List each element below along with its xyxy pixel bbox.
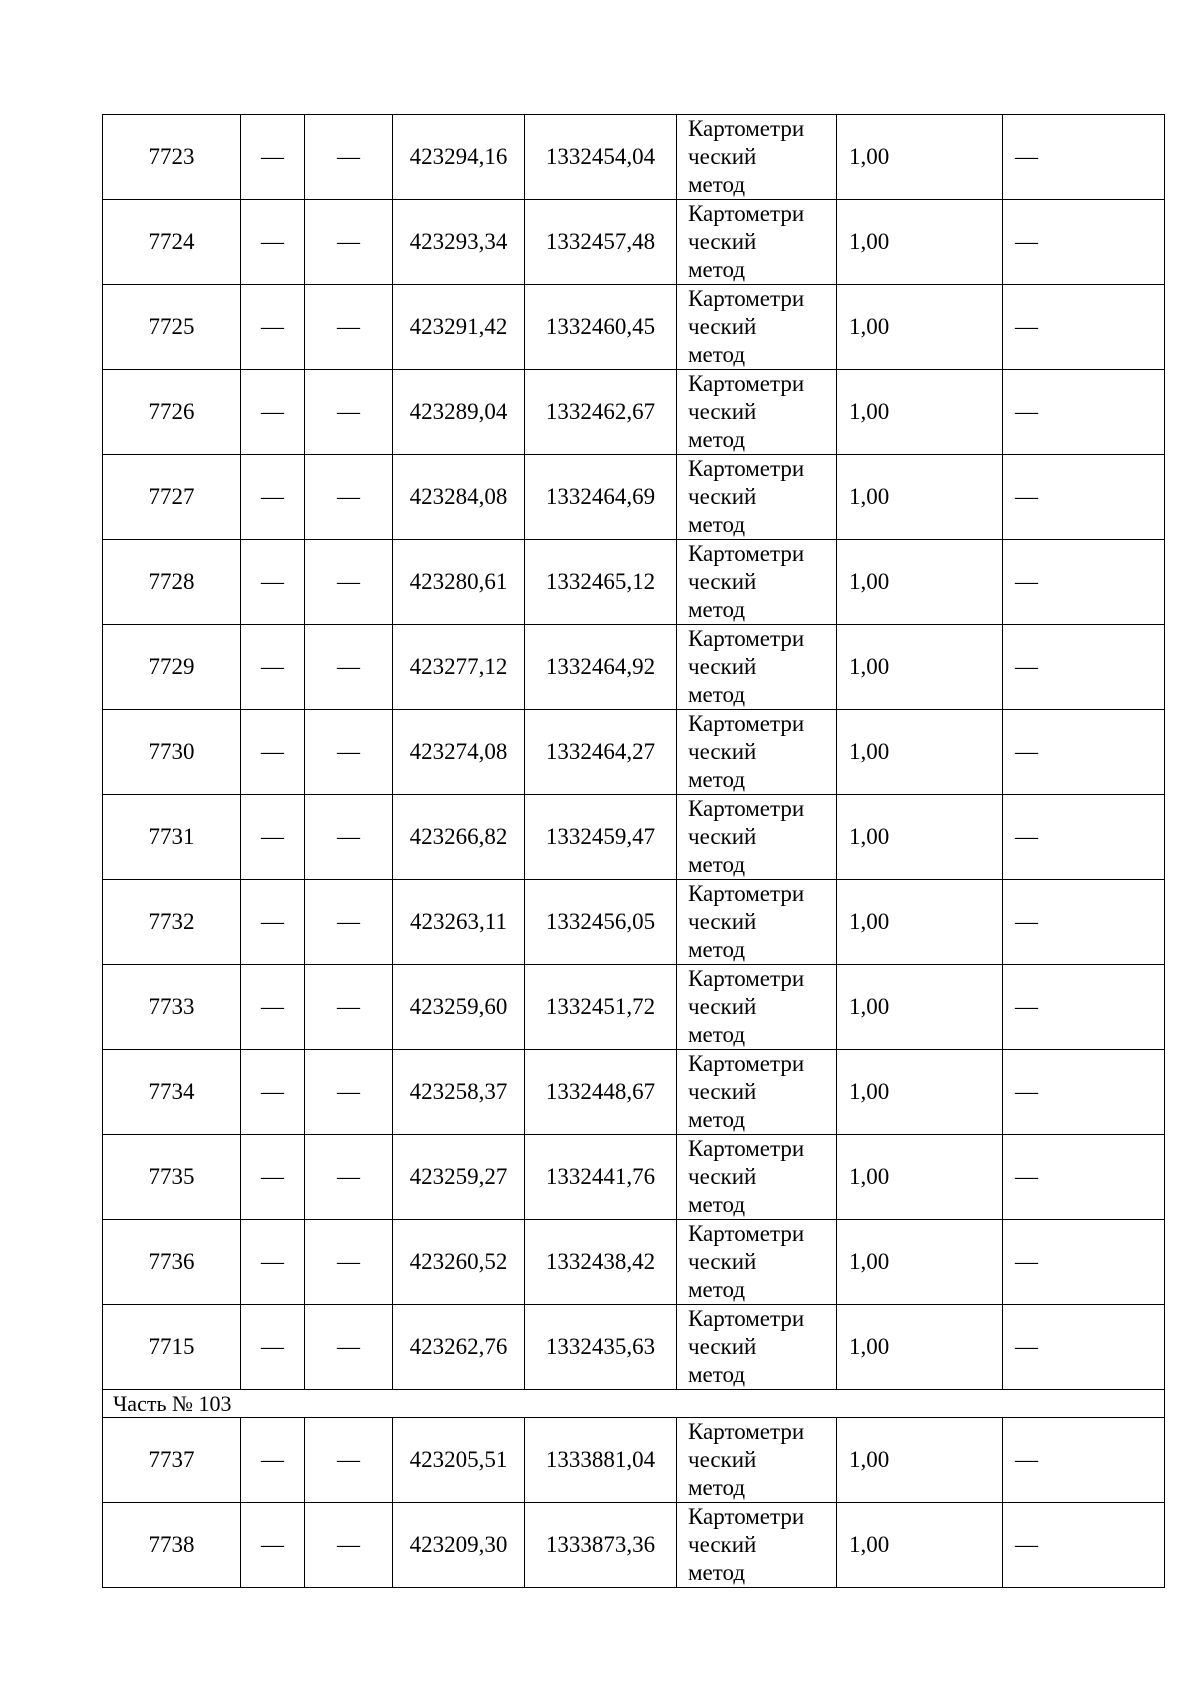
dash-cell: — [305, 200, 393, 285]
accuracy-cell: 1,00 [837, 965, 1003, 1050]
point-number-cell: 7738 [103, 1503, 241, 1588]
note-cell: — [1003, 1503, 1165, 1588]
note-cell: — [1003, 1050, 1165, 1135]
dash-cell: — [305, 1050, 393, 1135]
dash-cell: — [305, 625, 393, 710]
accuracy-cell: 1,00 [837, 115, 1003, 200]
section-title: Часть № 103 [103, 1390, 1165, 1418]
point-number-cell: 7730 [103, 710, 241, 795]
accuracy-cell: 1,00 [837, 880, 1003, 965]
table-row [103, 880, 1165, 965]
note-cell: — [1003, 540, 1165, 625]
point-number-cell: 7733 [103, 965, 241, 1050]
y-coordinate-cell: 1332457,48 [525, 200, 677, 285]
method-cell [677, 115, 837, 200]
method-text: Картометри ческий метод [688, 541, 805, 622]
table-row [103, 1220, 1165, 1305]
dash-cell: — [305, 795, 393, 880]
x-coordinate-cell: 423258,37 [393, 1050, 525, 1135]
x-coordinate-cell: 423291,42 [393, 285, 525, 370]
point-number-cell: 7723 [103, 115, 241, 200]
x-coordinate-cell: 423284,08 [393, 455, 525, 540]
note-cell: — [1003, 285, 1165, 370]
method-text: Картометри ческий метод [688, 1419, 805, 1500]
dash-cell: — [241, 455, 305, 540]
accuracy-cell: 1,00 [837, 1418, 1003, 1503]
note-cell: — [1003, 1220, 1165, 1305]
note-cell: — [1003, 1305, 1165, 1390]
dash-cell: — [305, 1503, 393, 1588]
point-number-cell: 7731 [103, 795, 241, 880]
method-cell [677, 880, 837, 965]
point-number-cell: 7735 [103, 1135, 241, 1220]
dash-cell: — [241, 115, 305, 200]
dash-cell: — [241, 710, 305, 795]
y-coordinate-cell: 1332462,67 [525, 370, 677, 455]
method-cell [677, 540, 837, 625]
method-text: Картометри ческий метод [688, 1136, 805, 1217]
accuracy-cell: 1,00 [837, 285, 1003, 370]
table-row [103, 115, 1165, 200]
accuracy-cell: 1,00 [837, 370, 1003, 455]
y-coordinate-cell: 1332441,76 [525, 1135, 677, 1220]
table-row [103, 1050, 1165, 1135]
dash-cell: — [305, 1418, 393, 1503]
method-text: Картометри ческий метод [688, 1306, 805, 1387]
point-number-cell: 7726 [103, 370, 241, 455]
dash-cell: — [241, 1503, 305, 1588]
note-cell: — [1003, 965, 1165, 1050]
y-coordinate-cell: 1332465,12 [525, 540, 677, 625]
dash-cell: — [305, 1135, 393, 1220]
note-cell: — [1003, 710, 1165, 795]
method-cell [677, 370, 837, 455]
method-cell [677, 795, 837, 880]
y-coordinate-cell: 1333873,36 [525, 1503, 677, 1588]
x-coordinate-cell: 423274,08 [393, 710, 525, 795]
y-coordinate-cell: 1332448,67 [525, 1050, 677, 1135]
method-cell [677, 1135, 837, 1220]
accuracy-cell: 1,00 [837, 710, 1003, 795]
x-coordinate-cell: 423294,16 [393, 115, 525, 200]
method-text: Картометри ческий метод [688, 116, 805, 197]
dash-cell: — [305, 965, 393, 1050]
dash-cell: — [241, 1418, 305, 1503]
dash-cell: — [241, 200, 305, 285]
note-cell: — [1003, 370, 1165, 455]
dash-cell: — [305, 455, 393, 540]
method-text: Картометри ческий метод [688, 456, 805, 537]
x-coordinate-cell: 423289,04 [393, 370, 525, 455]
method-text: Картометри ческий метод [688, 1221, 805, 1302]
note-cell: — [1003, 1135, 1165, 1220]
y-coordinate-cell: 1332464,69 [525, 455, 677, 540]
y-coordinate-cell: 1332460,45 [525, 285, 677, 370]
dash-cell: — [241, 880, 305, 965]
accuracy-cell: 1,00 [837, 200, 1003, 285]
dash-cell: — [305, 115, 393, 200]
method-text: Картометри ческий метод [688, 1504, 805, 1585]
method-cell [677, 200, 837, 285]
accuracy-cell: 1,00 [837, 1220, 1003, 1305]
dash-cell: — [305, 1220, 393, 1305]
method-text: Картометри ческий метод [688, 286, 805, 367]
method-text: Картометри ческий метод [688, 371, 805, 452]
y-coordinate-cell: 1332464,27 [525, 710, 677, 795]
x-coordinate-cell: 423259,27 [393, 1135, 525, 1220]
table-row [103, 285, 1165, 370]
point-number-cell: 7727 [103, 455, 241, 540]
point-number-cell: 7724 [103, 200, 241, 285]
section-header-row [103, 1390, 1165, 1418]
method-cell [677, 1503, 837, 1588]
table-row [103, 200, 1165, 285]
dash-cell: — [305, 285, 393, 370]
y-coordinate-cell: 1332459,47 [525, 795, 677, 880]
y-coordinate-cell: 1332435,63 [525, 1305, 677, 1390]
dash-cell: — [305, 710, 393, 795]
table-row [103, 1135, 1165, 1220]
method-cell [677, 1305, 837, 1390]
y-coordinate-cell: 1332456,05 [525, 880, 677, 965]
accuracy-cell: 1,00 [837, 540, 1003, 625]
method-text: Картометри ческий метод [688, 966, 805, 1047]
note-cell: — [1003, 625, 1165, 710]
point-number-cell: 7728 [103, 540, 241, 625]
dash-cell: — [305, 540, 393, 625]
method-cell [677, 1418, 837, 1503]
x-coordinate-cell: 423280,61 [393, 540, 525, 625]
note-cell: — [1003, 455, 1165, 540]
dash-cell: — [241, 1135, 305, 1220]
point-number-cell: 7737 [103, 1418, 241, 1503]
x-coordinate-cell: 423259,60 [393, 965, 525, 1050]
table-row [103, 965, 1165, 1050]
x-coordinate-cell: 423277,12 [393, 625, 525, 710]
point-number-cell: 7725 [103, 285, 241, 370]
x-coordinate-cell: 423293,34 [393, 200, 525, 285]
dash-cell: — [241, 625, 305, 710]
dash-cell: — [241, 1050, 305, 1135]
accuracy-cell: 1,00 [837, 1135, 1003, 1220]
method-text: Картометри ческий метод [688, 711, 805, 792]
point-number-cell: 7736 [103, 1220, 241, 1305]
point-number-cell: 7715 [103, 1305, 241, 1390]
x-coordinate-cell: 423262,76 [393, 1305, 525, 1390]
method-text: Картометри ческий метод [688, 881, 805, 962]
method-text: Картометри ческий метод [688, 201, 805, 282]
table-body [103, 115, 1165, 1588]
coordinates-table [102, 114, 1165, 1588]
method-cell [677, 625, 837, 710]
dash-cell: — [241, 795, 305, 880]
accuracy-cell: 1,00 [837, 795, 1003, 880]
table-row [103, 710, 1165, 795]
table-row [103, 795, 1165, 880]
dash-cell: — [241, 285, 305, 370]
table-row [103, 370, 1165, 455]
y-coordinate-cell: 1332438,42 [525, 1220, 677, 1305]
dash-cell: — [241, 540, 305, 625]
note-cell: — [1003, 200, 1165, 285]
x-coordinate-cell: 423260,52 [393, 1220, 525, 1305]
dash-cell: — [241, 370, 305, 455]
point-number-cell: 7729 [103, 625, 241, 710]
accuracy-cell: 1,00 [837, 1503, 1003, 1588]
dash-cell: — [241, 965, 305, 1050]
dash-cell: — [241, 1220, 305, 1305]
accuracy-cell: 1,00 [837, 1050, 1003, 1135]
method-cell [677, 710, 837, 795]
table-row [103, 455, 1165, 540]
note-cell: — [1003, 795, 1165, 880]
table-row [103, 1418, 1165, 1503]
accuracy-cell: 1,00 [837, 625, 1003, 710]
note-cell: — [1003, 115, 1165, 200]
x-coordinate-cell: 423205,51 [393, 1418, 525, 1503]
accuracy-cell: 1,00 [837, 455, 1003, 540]
dash-cell: — [305, 1305, 393, 1390]
table-row [103, 540, 1165, 625]
note-cell: — [1003, 1418, 1165, 1503]
dash-cell: — [241, 1305, 305, 1390]
method-cell [677, 1220, 837, 1305]
table-row [103, 1305, 1165, 1390]
y-coordinate-cell: 1333881,04 [525, 1418, 677, 1503]
x-coordinate-cell: 423266,82 [393, 795, 525, 880]
table-row [103, 1503, 1165, 1588]
x-coordinate-cell: 423263,11 [393, 880, 525, 965]
dash-cell: — [305, 370, 393, 455]
method-text: Картометри ческий метод [688, 626, 805, 707]
method-cell [677, 965, 837, 1050]
y-coordinate-cell: 1332451,72 [525, 965, 677, 1050]
method-text: Картометри ческий метод [688, 1051, 805, 1132]
method-text: Картометри ческий метод [688, 796, 805, 877]
dash-cell: — [305, 880, 393, 965]
point-number-cell: 7734 [103, 1050, 241, 1135]
point-number-cell: 7732 [103, 880, 241, 965]
accuracy-cell: 1,00 [837, 1305, 1003, 1390]
method-cell [677, 1050, 837, 1135]
method-cell [677, 285, 837, 370]
method-cell [677, 455, 837, 540]
y-coordinate-cell: 1332454,04 [525, 115, 677, 200]
table-row [103, 625, 1165, 710]
y-coordinate-cell: 1332464,92 [525, 625, 677, 710]
x-coordinate-cell: 423209,30 [393, 1503, 525, 1588]
note-cell: — [1003, 880, 1165, 965]
